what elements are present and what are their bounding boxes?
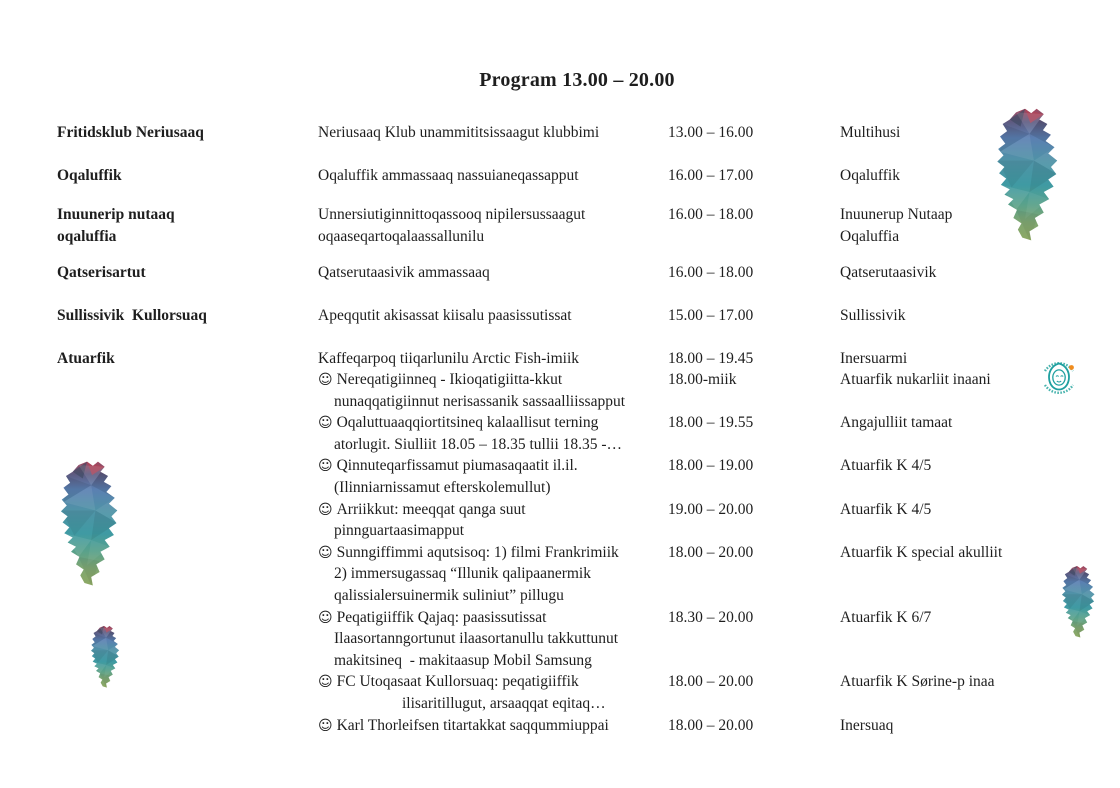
activity-text: Karl Thorleifsen titartakkat saqqummiuppai <box>336 716 609 734</box>
time-cell: 18.00-miik <box>668 371 737 389</box>
smiley-icon: ☺ <box>318 501 333 518</box>
schedule-line <box>0 499 1120 521</box>
activity-text: Peqatigiiffik Qajaq: paasissutissat <box>336 608 547 626</box>
activity-cell <box>318 715 668 738</box>
location-cell: Angajulliit tamaat <box>840 414 953 432</box>
location-cell: Atuarfik K 6/7 <box>840 608 932 626</box>
venue-cell: oqaluffia <box>57 227 117 245</box>
schedule-line <box>0 563 1120 585</box>
venue-cell: Qatserisartut <box>57 263 146 281</box>
schedule-line <box>0 671 1120 693</box>
time-cell: 19.00 – 20.00 <box>668 500 754 518</box>
venue-cell: Atuarfik <box>57 349 115 367</box>
time-cell: 18.00 – 20.00 <box>668 543 754 561</box>
activity-cell: ilisaritillugut, arsaaqqat eqitaq… <box>402 695 606 713</box>
schedule-line <box>0 391 1120 413</box>
schedule-line <box>0 226 1120 248</box>
activity-cell: Oqaluffik ammassaaq nassuianeqassapput <box>318 166 579 184</box>
schedule-line <box>0 412 1120 434</box>
schedule-line <box>0 650 1120 672</box>
activity-cell: pinnguartaasimapput <box>334 522 464 540</box>
activity-cell: Ilaasortanngortunut ilaasortanullu takkuttunut <box>334 630 619 648</box>
schedule-line <box>0 369 1120 391</box>
schedule-line <box>0 607 1120 629</box>
activity-text: Oqaluttuaaqqiortitsineq kalaallisut terning <box>336 414 599 432</box>
location-cell: Atuarfik K Sørine-p inaa <box>840 673 995 691</box>
activity-cell <box>318 671 668 694</box>
location-cell: Atuarfik K 4/5 <box>840 500 932 518</box>
activity-cell <box>318 607 668 630</box>
schedule-line <box>0 434 1120 456</box>
program-schedule <box>0 122 1120 736</box>
smiley-icon: ☺ <box>318 717 333 734</box>
activity-text: Nereqatigiinneq - Ikioqatigiitta-kkut <box>336 371 563 389</box>
time-cell: 18.00 – 19.00 <box>668 457 754 475</box>
activity-cell <box>318 542 668 565</box>
time-cell: 18.00 – 20.00 <box>668 716 754 734</box>
location-cell: Atuarfik nukarliit inaani <box>840 371 991 389</box>
location-cell: Qatserutaasivik <box>840 263 937 281</box>
venue-cell: Oqaluffik <box>57 166 122 184</box>
page-title: Program 13.00 – 20.00 <box>479 69 675 92</box>
schedule-line <box>0 122 1120 144</box>
activity-cell <box>318 499 668 522</box>
activity-cell: Kaffeqarpoq tiiqarlunilu Arctic Fish-imiik <box>318 349 580 367</box>
time-cell: 18.00 – 19.45 <box>668 349 754 367</box>
activity-text: Arriikkut: meeqqat qanga suut <box>336 500 526 518</box>
location-cell: Atuarfik K special akulliit <box>840 543 1003 561</box>
schedule-line <box>0 693 1120 715</box>
smiley-icon: ☺ <box>318 415 333 432</box>
location-cell: Inuunerup Nutaap <box>840 205 953 223</box>
activity-cell: nunaqqatigiinnut nerisassanik sassaalliissapput <box>334 392 626 410</box>
location-cell: Multihusi <box>840 124 901 141</box>
time-cell: 18.00 – 19.55 <box>668 414 754 432</box>
schedule-line <box>0 305 1120 327</box>
location-cell: Oqaluffik <box>840 166 900 184</box>
activity-cell: oqaaseqartoqalaassallunilu <box>318 227 485 245</box>
activity-cell: 2) immersugassaq “Illunik qalipaanermik <box>334 565 591 583</box>
schedule-line <box>0 585 1120 607</box>
location-cell: Inersuaq <box>840 716 894 734</box>
location-cell: Atuarfik K 4/5 <box>840 457 932 475</box>
time-cell: 16.00 – 18.00 <box>668 263 754 281</box>
activity-cell <box>318 369 668 392</box>
smiley-icon: ☺ <box>318 544 333 561</box>
schedule-line <box>0 520 1120 542</box>
location-cell: Sullissivik <box>840 306 906 324</box>
smiley-icon: ☺ <box>318 609 333 626</box>
location-cell: Inersuarmi <box>840 349 908 367</box>
time-cell: 18.00 – 20.00 <box>668 673 754 691</box>
time-cell: 13.00 – 16.00 <box>668 124 754 141</box>
schedule-line <box>0 165 1120 187</box>
time-cell: 16.00 – 17.00 <box>668 166 754 184</box>
activity-cell: Apeqqutit akisassat kiisalu paasissutissat <box>318 306 572 324</box>
time-cell: 15.00 – 17.00 <box>668 306 754 324</box>
activity-cell: (Ilinniarnissamut efterskolemullut) <box>334 479 551 497</box>
schedule-line <box>0 715 1120 737</box>
schedule-line <box>0 542 1120 564</box>
smiley-icon: ☺ <box>318 372 333 389</box>
activity-text: Qinnuteqarfissamut piumasaqaatit il.il. <box>336 457 578 475</box>
schedule-line <box>0 455 1120 477</box>
schedule-line <box>0 628 1120 650</box>
smiley-icon: ☺ <box>318 458 333 475</box>
venue-cell: Inuunerip nutaaq <box>57 205 175 223</box>
activity-text: Sunngiffimmi aqutsisoq: 1) filmi Frankrimiik <box>336 543 619 561</box>
venue-cell: Sullissivik Kullorsuaq <box>57 306 207 324</box>
schedule-line <box>0 348 1120 370</box>
schedule-line <box>0 477 1120 499</box>
schedule-line <box>0 262 1120 284</box>
activity-cell: Neriusaaq Klub unammititsissaagut klubbimi <box>318 124 600 141</box>
activity-cell <box>318 412 668 435</box>
venue-cell: Fritidsklub Neriusaaq <box>57 124 204 141</box>
activity-cell: Unnersiutiginnittoqassooq nipilersussaagut <box>318 205 586 223</box>
activity-cell <box>318 455 668 478</box>
activity-cell: atorlugit. Siulliit 18.05 – 18.35 tullii 18.35 -… <box>334 435 623 453</box>
activity-cell: Qatserutaasivik ammassaaq <box>318 263 490 281</box>
location-cell: Oqaluffia <box>840 227 900 245</box>
time-cell: 16.00 – 18.00 <box>668 205 754 223</box>
activity-cell: makitsineq - makitaasup Mobil Samsung <box>334 651 592 669</box>
activity-text: FC Utoqasaat Kullorsuaq: peqatigiiffik <box>336 673 579 691</box>
schedule-line <box>0 204 1120 226</box>
time-cell: 18.30 – 20.00 <box>668 608 754 626</box>
activity-cell: qalissialersuinermik suliniut” pillugu <box>334 587 564 605</box>
smiley-icon: ☺ <box>318 674 333 691</box>
